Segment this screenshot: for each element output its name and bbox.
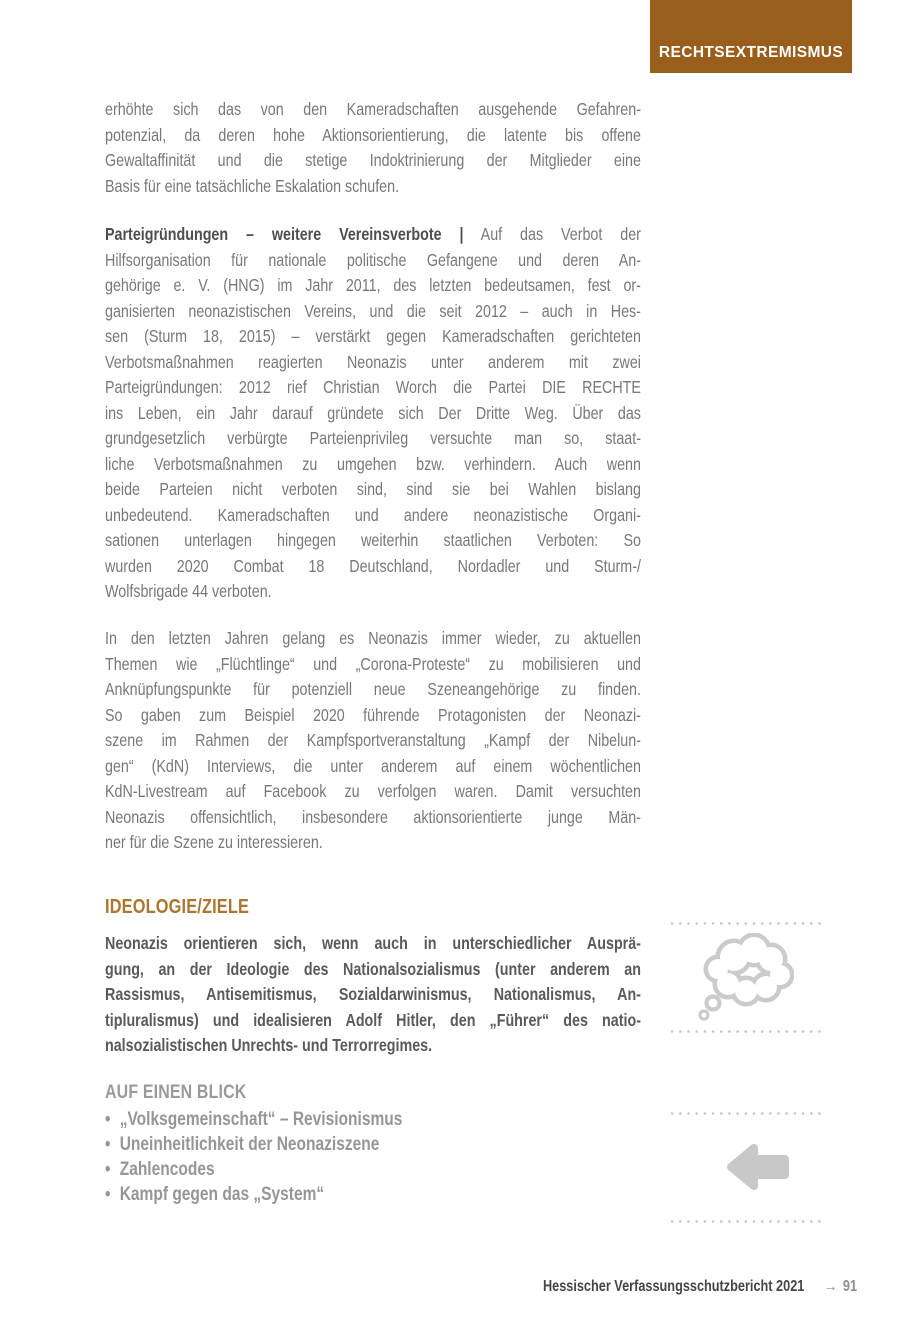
paragraph-text — [105, 222, 641, 605]
arrow-left-icon — [726, 1142, 790, 1192]
text-line: szene im Rahmen der Kampfsportveranstaltung „Kampf der Nibelun- — [105, 730, 641, 750]
dotted-divider — [668, 1112, 825, 1115]
paragraph-parteigruendungen — [105, 222, 641, 605]
text-line: tipluralismus) und idealisieren Adolf Hitler, den „Führer“ des natio- — [105, 1009, 641, 1030]
page-footer — [543, 1278, 857, 1296]
text-line: sen (Sturm 18, 2015) – verstärkt gegen Kameradschaften gerichteten — [105, 326, 641, 346]
text-line: Anknüpfungspunkte für potenziell neue Szeneangehörige zu finden. — [105, 679, 641, 699]
glance-bullet-item — [105, 1107, 641, 1132]
text-line: Verbotsmaßnahmen reagierten Neonazis unter anderem mit zwei — [105, 351, 641, 372]
paragraph-lead-bold: Parteigründungen – weitere Vereinsverbote | — [105, 224, 464, 244]
text-line: ner für die Szene zu interessieren. — [105, 832, 323, 852]
text-line: Parteigründungen: 2012 rief Christian Worch die Partei DIE RECHTE — [105, 377, 641, 397]
paragraph-kameradschaften — [105, 97, 641, 199]
bullet-label: Zahlencodes — [119, 1159, 215, 1180]
bullet-icon: • — [105, 1159, 111, 1180]
paragraph-ideologie-intro — [105, 931, 641, 1059]
bullet-label: Kampf gegen das „System“ — [119, 1184, 325, 1205]
text-line: sationen unterlagen hingegen weiterhin staatlichen Verboten: So — [105, 530, 641, 550]
text-line: Themen wie „Flüchtlinge“ und „Corona-Proteste“ zu mobilisieren und — [105, 653, 641, 674]
category-banner-label: RECHTSEXTREMISMUS — [658, 44, 844, 61]
glance-bullets — [105, 1107, 641, 1207]
text-line: erhöhte sich das von den Kameradschaften ausgehende Gefahren- — [105, 99, 641, 119]
text-line: ganisierten neonazistischen Vereins, und die seit 2012 – auch in Hes- — [105, 300, 641, 321]
glance-bullet-item — [105, 1182, 641, 1207]
text-line: unbedeutend. Kameradschaften und andere neonazistische Organi- — [105, 504, 641, 525]
section-heading-label: IDEOLOGIE/ZIELE — [105, 896, 250, 918]
text-line: beide Parteien nicht verboten sind, sind sie bei Wahlen bislang — [105, 479, 641, 499]
text-line: So gaben zum Beispiel 2020 führende Protagonisten der Neonazi- — [105, 704, 641, 725]
text-line: Gewaltaffinität und die stetige Indoktrinierung der Mitglieder eine — [105, 150, 641, 170]
paragraph-text — [105, 97, 641, 199]
glance-bullet-item — [105, 1132, 641, 1157]
text-line: gen“ (KdN) Interviews, die unter anderem auf einem wöchentlichen — [105, 755, 641, 776]
bullet-icon: • — [105, 1184, 111, 1205]
text-line: gehörige e. V. (HNG) im Jahr 2011, des letzten bedeutsamen, fest or- — [105, 275, 641, 295]
text-line: Hilfsorganisation für nationale politische Gefangene und deren An- — [105, 249, 641, 270]
footer-page-number: 91 — [842, 1278, 857, 1295]
text-line: ins Leben, ein Jahr darauf gründete sich Der Dritte Weg. Über das — [105, 402, 641, 423]
dotted-divider — [668, 1030, 825, 1033]
paragraph-text — [105, 931, 641, 1059]
text-line: gung, an der Ideologie des Nationalsozialismus (unter anderem an — [105, 958, 641, 979]
paragraph-mobilisierung — [105, 626, 641, 856]
bullet-icon: • — [105, 1109, 111, 1130]
text-line: KdN-Livestream auf Facebook zu verfolgen waren. Damit versuchten — [105, 781, 641, 801]
bullet-icon: • — [105, 1134, 111, 1155]
text-line: In den letzten Jahren gelang es Neonazis immer wieder, zu aktuellen — [105, 628, 641, 648]
section-heading-ideologie — [105, 896, 641, 919]
paragraph-text — [105, 626, 641, 856]
text-line: wurden 2020 Combat 18 Deutschland, Nordadler und Sturm-/ — [105, 555, 641, 576]
dotted-divider — [668, 1220, 825, 1223]
bullet-label: „Volksgemeinschaft“ – Revisionismus — [119, 1109, 403, 1130]
text-line: Neonazis orientieren sich, wenn auch in unterschiedlicher Ausprä- — [105, 933, 641, 953]
footer-source-title: Hessischer Verfassungsschutzbericht 2021 — [542, 1278, 805, 1295]
glance-bullet-item — [105, 1157, 641, 1182]
text-line: Rassismus, Antisemitismus, Sozialdarwinismus, Nationalismus, An- — [105, 984, 641, 1004]
bullet-label: Uneinheitlichkeit der Neonaziszene — [119, 1134, 380, 1155]
glance-heading-label: AUF EINEN BLICK — [105, 1081, 247, 1103]
text-line: Basis für eine tatsächliche Eskalation schufen. — [105, 175, 400, 196]
glance-list — [105, 1107, 641, 1207]
dotted-divider — [668, 922, 825, 925]
paragraph-lead-line — [105, 222, 641, 248]
category-banner — [650, 0, 852, 73]
thought-bubble-icon — [698, 933, 794, 1021]
glance-heading — [105, 1081, 641, 1104]
text-line: liche Verbotsmaßnahmen zu umgehen bzw. verhindern. Auch wenn — [105, 453, 641, 474]
text-line: grundgesetzlich verbürgte Parteienprivileg versuchte man so, staat- — [105, 428, 641, 448]
text-line: Wolfsbrigade 44 verboten. — [105, 581, 272, 601]
footer-arrow-icon: → — [823, 1278, 838, 1295]
text-line: nalsozialistischen Unrechts- und Terrorregimes. — [105, 1035, 433, 1055]
text-line: potenzial, da deren hohe Aktionsorientierung, die latente bis offene — [105, 124, 641, 145]
text-line: Neonazis offensichtlich, insbesondere aktionsorientierte junge Män- — [105, 806, 641, 827]
paragraph-lead-rest: Auf das Verbot der — [480, 224, 641, 244]
